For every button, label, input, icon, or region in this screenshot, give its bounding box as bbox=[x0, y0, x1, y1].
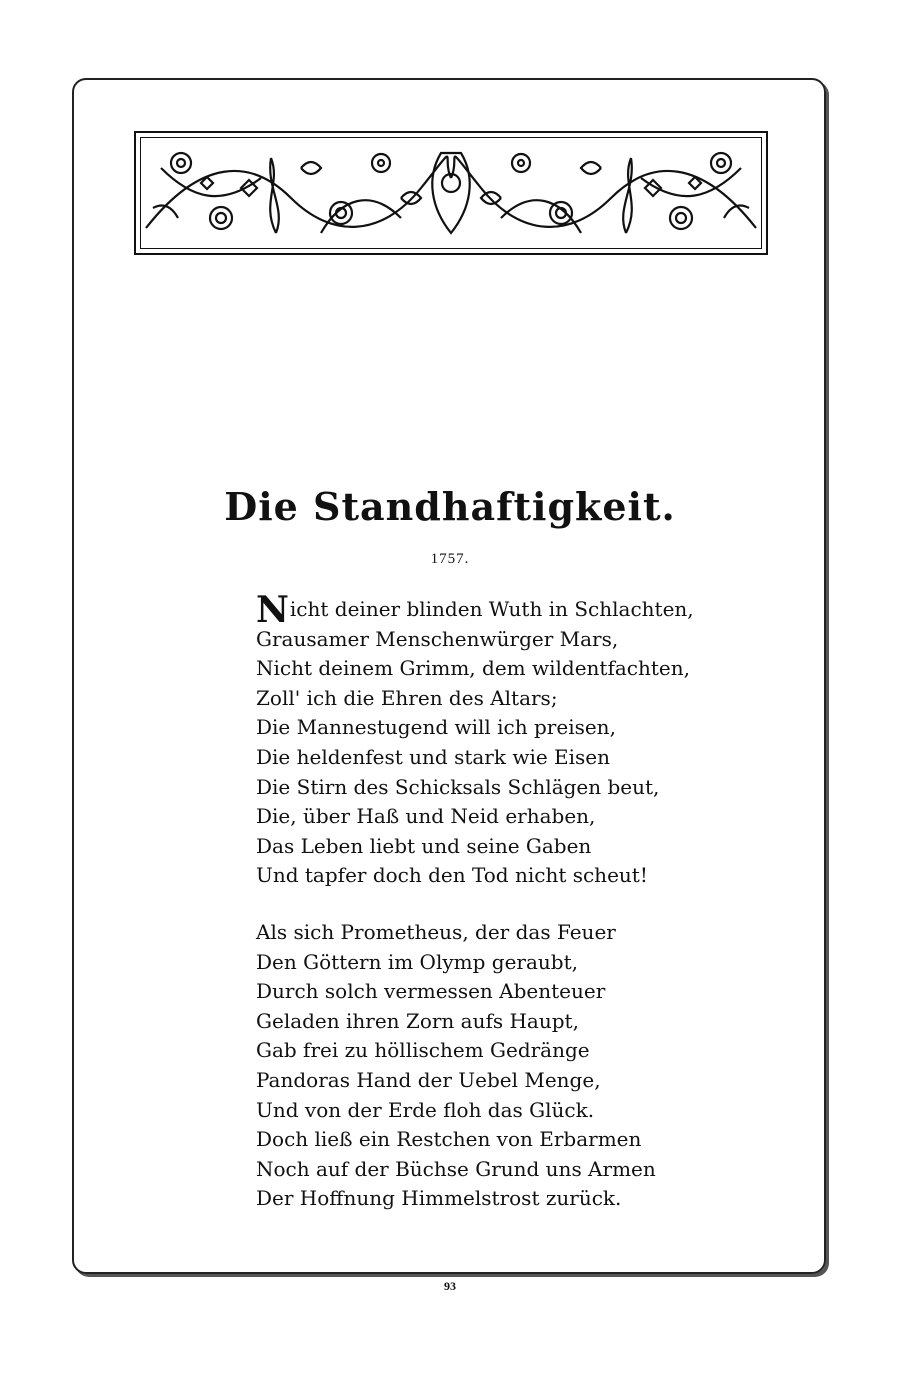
verse-line: Doch ließ ein Restchen von Erbarmen bbox=[256, 1127, 642, 1152]
stanza bbox=[256, 918, 656, 1214]
verse-line: Zoll' ich die Ehren des Altars; bbox=[256, 685, 558, 710]
verse-line: Nicht deiner blinden Wuth in Schlachten, bbox=[256, 589, 694, 631]
verse-line: Die, über Haß und Neid erhaben, bbox=[256, 804, 596, 829]
verse-line: Noch auf der Büchse Grund uns Armen bbox=[256, 1156, 656, 1181]
verse-line: Durch solch vermessen Abenteuer bbox=[256, 979, 606, 1004]
verse-line: Die Mannestugend will ich preisen, bbox=[256, 715, 616, 740]
verse-line: Das Leben liebt und seine Gaben bbox=[256, 833, 592, 858]
initial-letter: N bbox=[256, 589, 289, 631]
verse-line: Der Hoffnung Himmelstrost zurück. bbox=[256, 1186, 622, 1211]
verse-line: Gab frei zu höllischem Gedränge bbox=[256, 1038, 590, 1063]
poem-year: 1757. bbox=[430, 551, 470, 567]
verse-line: Die heldenfest und stark wie Eisen bbox=[256, 744, 611, 769]
verse-line: Grausamer Menschenwürger Mars, bbox=[256, 626, 619, 651]
verse-line: Die Stirn des Schicksals Schlägen beut, bbox=[256, 774, 660, 799]
verse-line: Geladen ihren Zorn aufs Haupt, bbox=[256, 1008, 579, 1033]
stanza bbox=[256, 589, 694, 891]
floral-vine-ornament-icon bbox=[141, 138, 761, 248]
verse-line: Pandoras Hand der Uebel Menge, bbox=[256, 1067, 601, 1092]
verse-line: Als sich Prometheus, der das Feuer bbox=[256, 920, 616, 944]
verse-line: Den Göttern im Olymp geraubt, bbox=[256, 949, 578, 974]
page-number: 93 bbox=[444, 1279, 456, 1293]
verse-line: Und tapfer doch den Tod nicht scheut! bbox=[256, 863, 648, 888]
poem-title: Die Standhaftigkeit. bbox=[224, 484, 676, 529]
verse-line: Und von der Erde floh das Glück. bbox=[256, 1097, 595, 1122]
verse-line: Nicht deinem Grimm, dem wildentfachten, bbox=[256, 656, 690, 681]
header-ornament bbox=[134, 131, 768, 255]
